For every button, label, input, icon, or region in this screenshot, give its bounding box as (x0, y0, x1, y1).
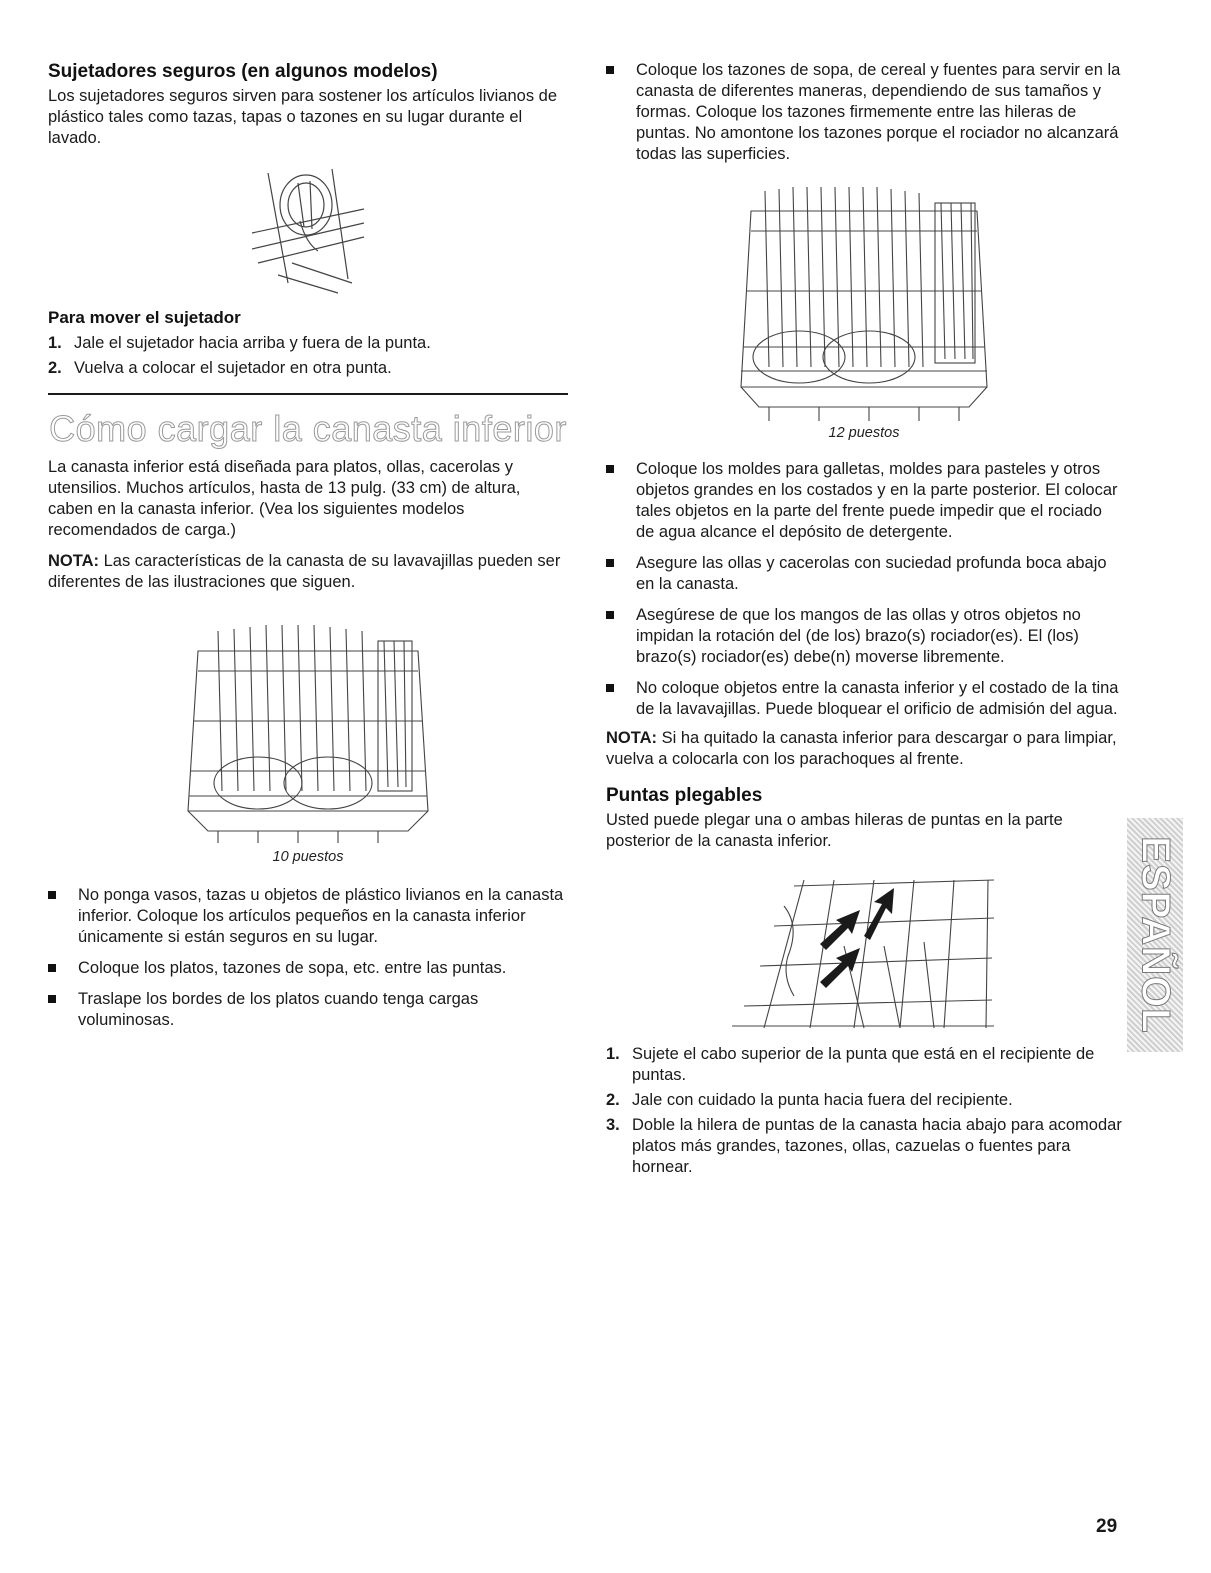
bullet-text: Traslape los bordes de los platos cuando tenga cargas voluminosas. (78, 990, 479, 1029)
clip-illustration (48, 163, 568, 299)
right-column (606, 60, 1122, 1182)
bullet-square (606, 66, 614, 74)
intro-text: La canasta inferior está diseñada para platos, ollas, cacerolas y utensilios. Muchos artículos, hasta de 13 pulg. (33 cm) de altura, caben en la canasta inferior. (Vea los siguientes modelos recomendados de carga.) (48, 458, 521, 539)
move-steps (48, 333, 568, 379)
tines-steps (606, 1044, 1122, 1178)
list-item (606, 60, 1122, 165)
clip-heading: Sujetadores seguros (en algunos modelos) (48, 61, 438, 82)
caption-10-place-settings: 10 puestos (272, 849, 344, 865)
list-item (48, 358, 568, 379)
list-item (48, 333, 568, 354)
list-item (606, 553, 1122, 595)
move-heading: Para mover el sujetador (48, 308, 241, 327)
bullet-square (606, 559, 614, 567)
note-paragraph (606, 728, 1122, 770)
note-text: Las características de la canasta de su lavavajillas pueden ser diferentes de las ilustraciones que siguen. (48, 552, 561, 591)
bullet-text: Coloque los tazones de sopa, de cereal y fuentes para servir en la canasta de diferentes maneras, dependiendo de sus tamaños y formas. Coloque los tazones firmemente entre las hileras de puntas. No amontone los tazones porque el rociador no alcanzará todas las superficies. (636, 61, 1121, 163)
list-item (606, 678, 1122, 720)
bullet-square (48, 964, 56, 972)
bullet-text: Asegúrese de que los mangos de las ollas y otros objetos no impidan la rotación del (de los) brazo(s) rociador(es). El (los) brazo(s) rociador(es) debe(n) moverse libremente. (636, 606, 1081, 666)
section-title: Cómo cargar la canasta inferior (49, 408, 567, 449)
note-text: Si ha quitado la canasta inferior para descargar o para limpiar, vuelva a colocarla con los parachoques al frente. (606, 729, 1117, 768)
list-item (606, 1115, 1122, 1178)
list-item (606, 605, 1122, 668)
step-number: 2. (48, 359, 62, 377)
bullet-square (606, 465, 614, 473)
language-tab-label: ESPAÑOL (1133, 836, 1178, 1034)
bullet-square (606, 684, 614, 692)
tines-text: Usted puede plegar una o ambas hileras de puntas en la parte posterior de la canasta inferior. (606, 811, 1063, 850)
list-item (48, 989, 568, 1031)
list-item (606, 1090, 1122, 1111)
bullet-text: Coloque los platos, tazones de sopa, etc. entre las puntas. (78, 959, 507, 977)
step-text: Doble la hilera de puntas de la canasta hacia abajo para acomodar platos más grandes, tazones, ollas, cazuelas o fuentes para hornear. (632, 1116, 1122, 1176)
bullet-text: Coloque los moldes para galletas, moldes para pasteles y otros objetos grandes en los costados y en la parte posterior. El colocar tales objetos en la parte del frente puede impedir que el rociado de agua alcance el depósito de detergente. (636, 460, 1118, 541)
bullet-square (48, 995, 56, 1003)
list-item (48, 885, 568, 948)
step-text: Jale el sujetador hacia arriba y fuera de la punta. (74, 334, 431, 352)
language-side-tab (1127, 818, 1183, 1052)
page-number: 29 (1096, 1516, 1118, 1537)
list-item (606, 459, 1122, 543)
left-bullet-list (48, 885, 568, 1031)
step-text: Jale con cuidado la punta hacia fuera del recipiente. (632, 1091, 1013, 1109)
bullet-text: No ponga vasos, tazas u objetos de plástico livianos en la canasta inferior. Coloque los artículos pequeños en la canasta inferior únicamente si están seguros en su lugar. (78, 886, 564, 946)
step-number: 1. (606, 1045, 620, 1063)
caption-12-place-settings: 12 puestos (828, 425, 900, 441)
section-divider (48, 393, 568, 395)
right-top-bullet (606, 60, 1122, 165)
basket-12-illustration (606, 181, 1122, 421)
list-item (48, 958, 568, 979)
bullet-text: Asegure las ollas y cacerolas con suciedad profunda boca abajo en la canasta. (636, 554, 1107, 593)
note-paragraph (48, 551, 568, 593)
step-text: Sujete el cabo superior de la punta que está en el recipiente de puntas. (632, 1045, 1095, 1084)
bullet-text: No coloque objetos entre la canasta inferior y el costado de la tina de la lavavajillas. Puede bloquear el orificio de admisión del agua. (636, 679, 1119, 718)
step-number: 3. (606, 1116, 620, 1134)
right-bullet-list (606, 459, 1122, 720)
clip-text: Los sujetadores seguros sirven para sostener los artículos livianos de plástico tales como tazas, tapas o tazones en su lugar durante el lavado. (48, 87, 558, 147)
folding-tines-illustration (606, 866, 1122, 1034)
step-number: 2. (606, 1091, 620, 1109)
bullet-square (606, 611, 614, 619)
basket-10-illustration (48, 611, 568, 843)
list-item (606, 1044, 1122, 1086)
left-column (48, 60, 568, 1041)
note-label: NOTA: (48, 552, 100, 570)
step-text: Vuelva a colocar el sujetador en otra punta. (74, 359, 392, 377)
tines-heading: Puntas plegables (606, 785, 763, 806)
note-label: NOTA: (606, 729, 658, 747)
step-number: 1. (48, 334, 62, 352)
bullet-square (48, 891, 56, 899)
